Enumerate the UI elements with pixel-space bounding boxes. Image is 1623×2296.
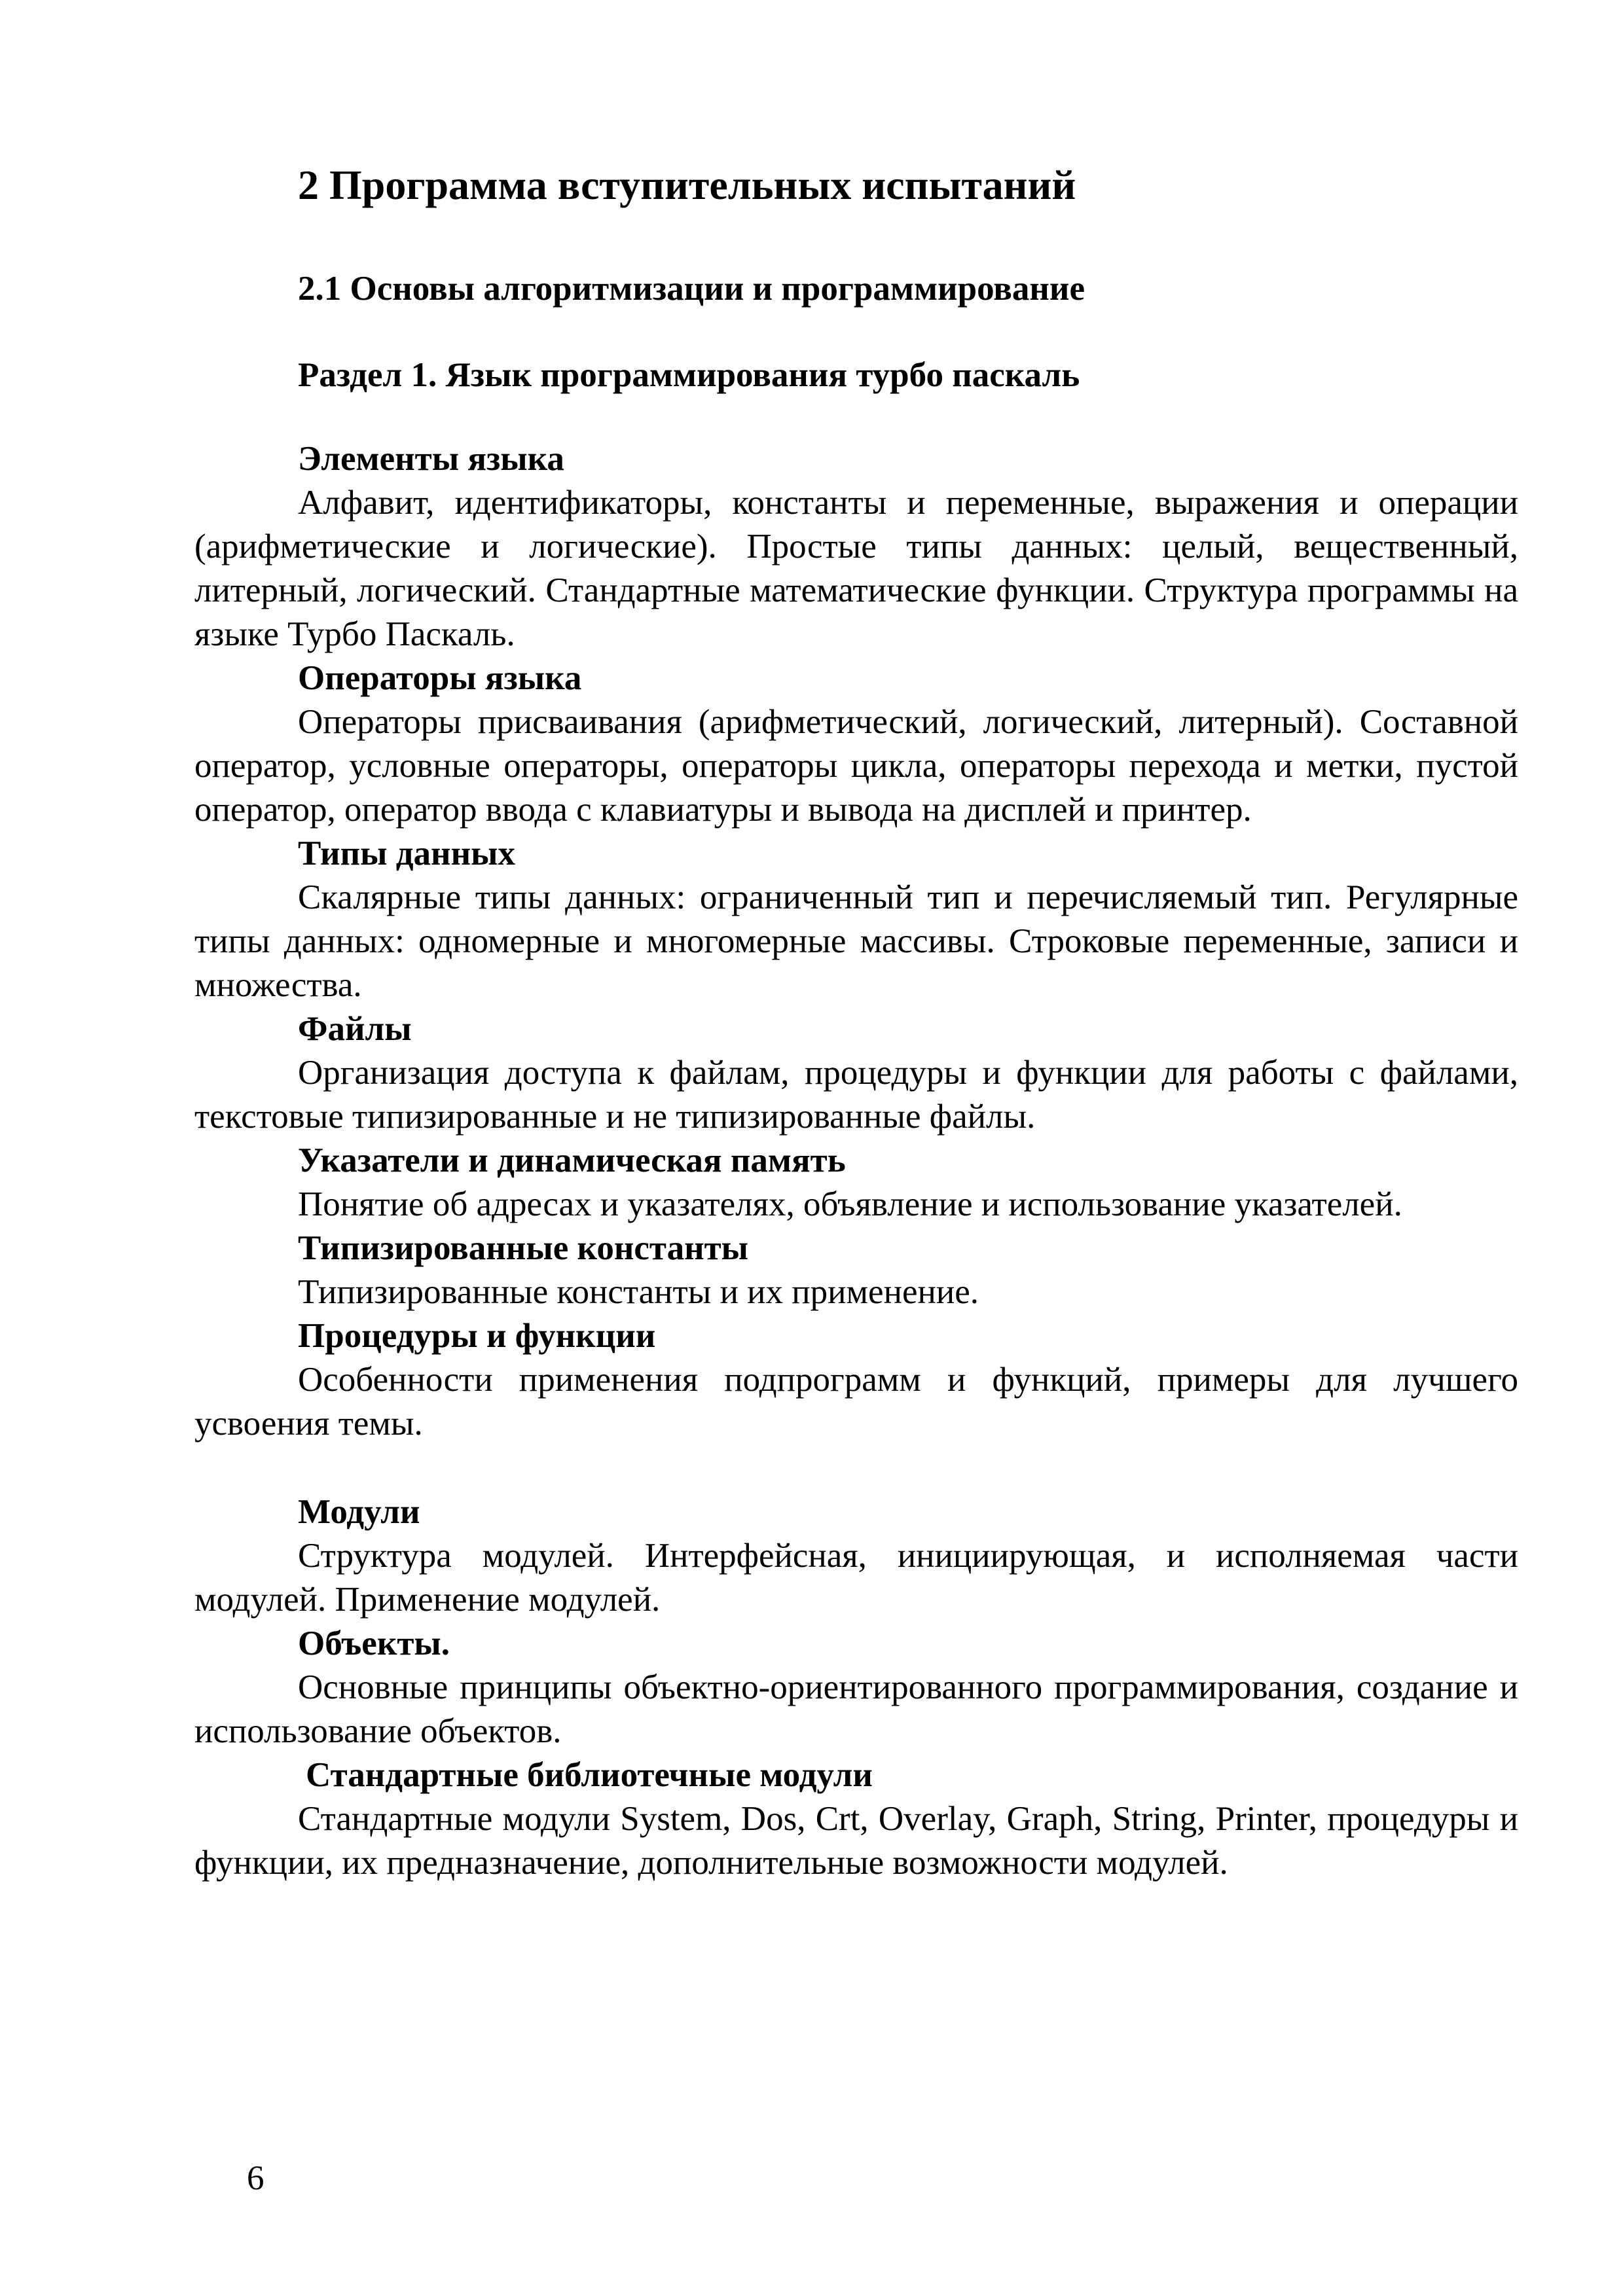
topic-text: Организация доступа к файлам, процедуры и функции для работы с файлами, текстовые типизированные и не типизированные файлы. (194, 1054, 1518, 1136)
part-title: Раздел 1. Язык программирования турбо паскаль (298, 356, 1080, 394)
topic-title: Указатели и динамическая память (298, 1141, 846, 1179)
topic-data-types (194, 832, 1518, 1007)
topic-files (194, 1007, 1518, 1139)
topic-text: Типизированные константы и их применение. (298, 1273, 979, 1311)
section-title: 2.1 Основы алгоритмизации и программирование (298, 270, 1085, 308)
topic-text: Основные принципы объектно-ориентированного программирования, создание и использование объектов. (194, 1668, 1518, 1750)
topic-title: Стандартные библиотечные модули (306, 1756, 873, 1794)
topic-text: Структура модулей. Интерфейсная, инициирующая, и исполняемая части модулей. Применение модулей. (194, 1537, 1518, 1619)
topic-pointers (194, 1139, 1518, 1227)
topic-text: Операторы присваивания (арифметический, логический, литерный). Составной оператор, условные операторы, операторы цикла, операторы перехода и метки, пустой оператор, оператор ввода с клавиатуры и вывода на дисплей и принтер. (194, 703, 1518, 829)
topic-text: Стандартные модули System, Dos, Crt, Overlay, Graph, String, Printer, процедуры и функции, их предназначение, дополнительные возможности модулей. (194, 1800, 1518, 1882)
page-number: 6 (247, 2159, 264, 2197)
topic-objects (194, 1622, 1518, 1753)
topic-procedures-functions (194, 1314, 1518, 1446)
topic-text: Алфавит, идентификаторы, константы и переменные, выражения и операции (арифметические и логические). Простые типы данных: целый, вещественный, литерный, логический. Стандартные математические функции. Структура программы на языке Турбо Паскаль. (194, 484, 1518, 653)
chapter-title: 2 Программа вступительных испытаний (298, 162, 1076, 208)
topic-title: Типы данных (298, 834, 516, 872)
topic-text: Особенности применения подпрограмм и функций, примеры для лучшего усвоения темы. (194, 1361, 1518, 1443)
topic-title: Объекты. (298, 1624, 450, 1662)
topic-standard-library-modules (194, 1753, 1518, 1885)
topic-title: Файлы (298, 1010, 412, 1048)
topic-text: Понятие об адресах и указателях, объявление и использование указателей. (298, 1185, 1402, 1223)
page-content (194, 156, 1518, 1885)
topic-title: Операторы языка (298, 659, 582, 697)
topic-title: Элементы языка (298, 440, 564, 478)
topic-title: Типизированные константы (298, 1229, 749, 1267)
topic-typed-constants (194, 1227, 1518, 1314)
topic-title: Процедуры и функции (298, 1317, 656, 1355)
topic-title: Модули (298, 1493, 420, 1531)
topic-text: Скалярные типы данных: ограниченный тип и перечисляемый тип. Регулярные типы данных: одномерные и многомерные массивы. Строковые переменные, записи и множества. (194, 878, 1518, 1004)
topic-modules (194, 1490, 1518, 1622)
topic-language-operators (194, 656, 1518, 832)
topic-language-elements (194, 437, 1518, 656)
